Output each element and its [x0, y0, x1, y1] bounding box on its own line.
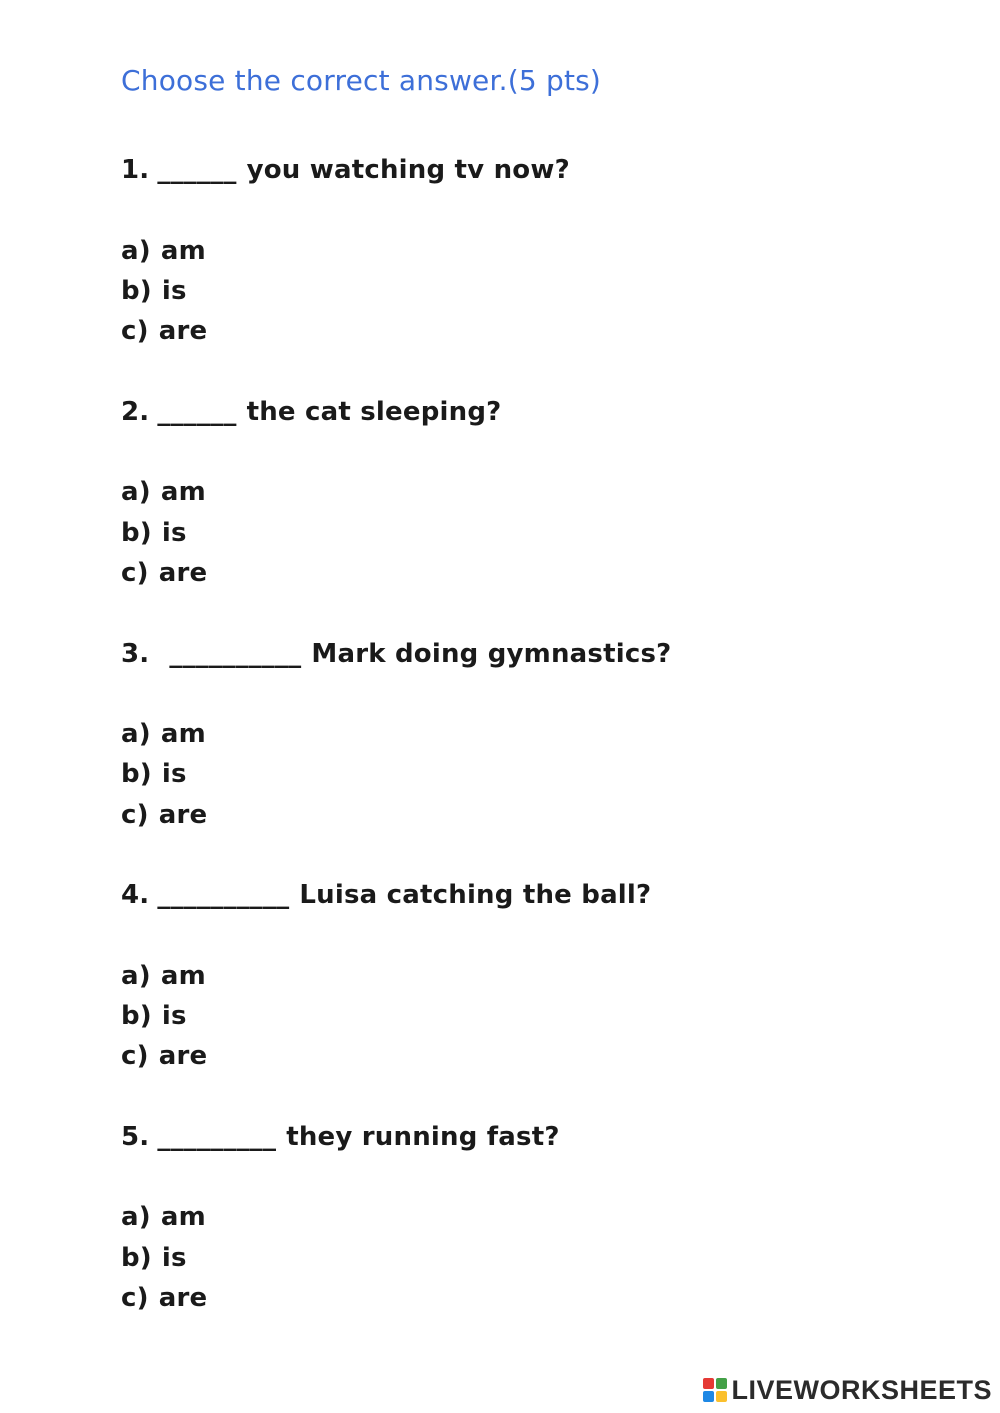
option-letter: c) — [121, 1283, 149, 1313]
answer-blank[interactable]: __________ — [169, 639, 302, 669]
question-1 — [121, 155, 570, 185]
logo-square-yellow — [716, 1391, 727, 1402]
option-letter: c) — [121, 800, 149, 830]
option-text: is — [161, 1243, 187, 1273]
question-3-option-a[interactable] — [121, 719, 206, 749]
question-5-option-a[interactable] — [121, 1202, 206, 1232]
option-letter: a) — [121, 477, 151, 507]
option-text: are — [158, 800, 208, 830]
question-text: you watching tv now? — [246, 155, 570, 185]
option-letter: b) — [121, 276, 152, 306]
option-text: am — [160, 961, 206, 991]
liveworksheets-logo-icon — [703, 1378, 727, 1402]
liveworksheets-brand — [703, 1373, 992, 1407]
question-5-option-b[interactable] — [121, 1243, 187, 1273]
question-5 — [121, 1122, 560, 1152]
option-text: is — [161, 1001, 187, 1031]
option-letter: a) — [121, 961, 151, 991]
option-letter: b) — [121, 1001, 152, 1031]
answer-blank[interactable]: ______ — [157, 155, 237, 185]
answer-blank[interactable]: ______ — [157, 397, 237, 427]
question-2 — [121, 397, 501, 427]
question-1-option-a[interactable] — [121, 236, 206, 266]
option-letter: a) — [121, 236, 151, 266]
logo-square-red — [703, 1378, 714, 1389]
question-2-option-c[interactable] — [121, 558, 207, 588]
option-text: am — [160, 719, 206, 749]
option-letter: a) — [121, 1202, 151, 1232]
question-3 — [121, 639, 671, 669]
question-number: 4. — [121, 880, 150, 910]
question-number: 3. — [121, 639, 150, 669]
option-letter: a) — [121, 719, 151, 749]
option-text: am — [160, 236, 206, 266]
option-text: is — [161, 759, 187, 789]
option-text: am — [160, 1202, 206, 1232]
question-5-option-c[interactable] — [121, 1283, 207, 1313]
option-letter: b) — [121, 1243, 152, 1273]
question-text: Luisa catching the ball? — [299, 880, 652, 910]
option-text: is — [161, 518, 187, 548]
question-1-option-c[interactable] — [121, 316, 207, 346]
question-3-option-c[interactable] — [121, 800, 207, 830]
option-text: are — [158, 316, 208, 346]
option-letter: c) — [121, 1041, 149, 1071]
instructions-title: Choose the correct answer.(5 pts) — [121, 64, 602, 97]
question-2-option-a[interactable] — [121, 477, 206, 507]
question-4-option-c[interactable] — [121, 1041, 207, 1071]
question-3-option-b[interactable] — [121, 759, 187, 789]
option-text: are — [158, 1283, 208, 1313]
option-letter: c) — [121, 558, 149, 588]
question-1-option-b[interactable] — [121, 276, 187, 306]
question-text: the cat sleeping? — [246, 397, 502, 427]
question-2-option-b[interactable] — [121, 518, 187, 548]
question-number: 5. — [121, 1122, 150, 1152]
question-number: 1. — [121, 155, 150, 185]
brand-name: LIVEWORKSHEETS — [731, 1374, 992, 1405]
option-text: are — [158, 1041, 208, 1071]
option-text: are — [158, 558, 208, 588]
option-text: is — [161, 276, 187, 306]
question-number: 2. — [121, 397, 150, 427]
option-letter: b) — [121, 759, 152, 789]
logo-square-blue — [703, 1391, 714, 1402]
answer-blank[interactable]: _________ — [157, 1122, 277, 1152]
option-letter: c) — [121, 316, 149, 346]
logo-square-green — [716, 1378, 727, 1389]
answer-blank[interactable]: __________ — [157, 880, 290, 910]
question-text: Mark doing gymnastics? — [311, 639, 672, 669]
question-4 — [121, 880, 651, 910]
question-4-option-a[interactable] — [121, 961, 206, 991]
question-4-option-b[interactable] — [121, 1001, 187, 1031]
question-text: they running fast? — [286, 1122, 560, 1152]
option-text: am — [160, 477, 206, 507]
option-letter: b) — [121, 518, 152, 548]
